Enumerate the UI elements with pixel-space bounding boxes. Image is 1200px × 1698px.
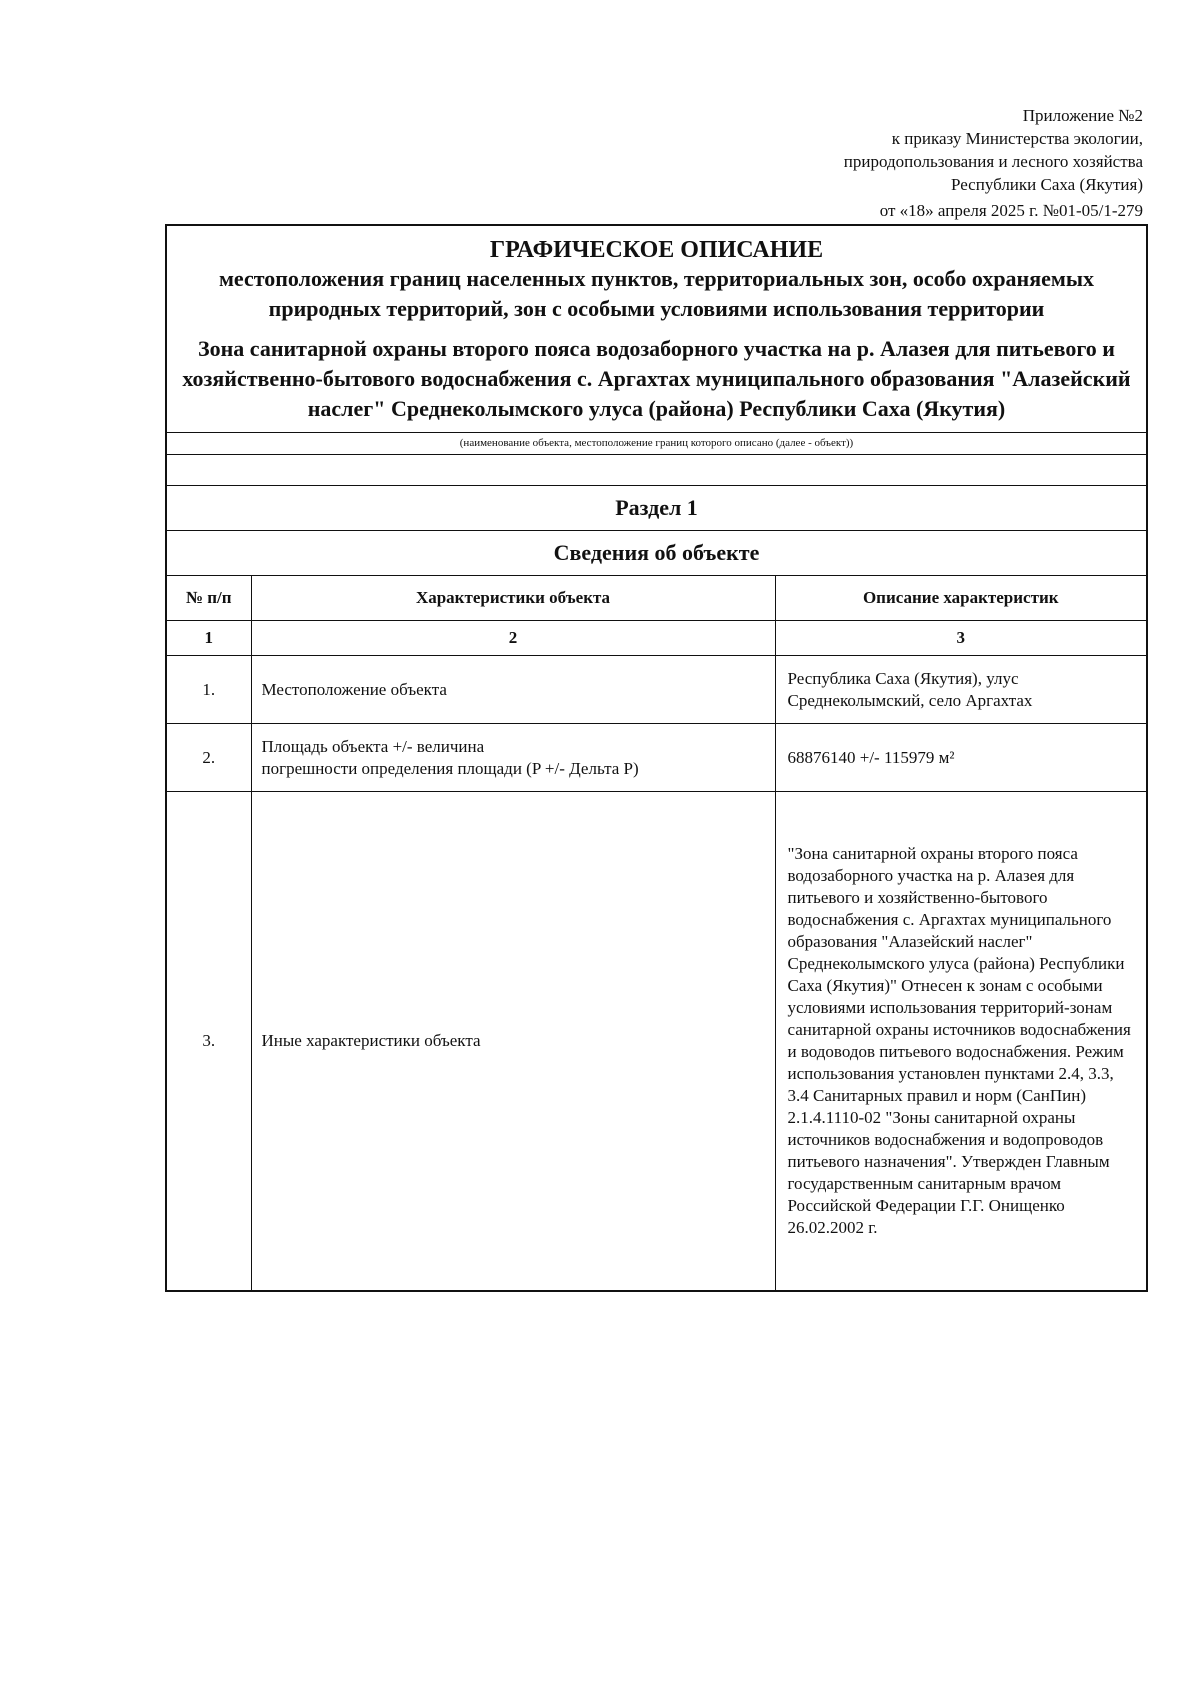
appendix-republic: Республики Саха (Якутия)	[950, 175, 1143, 194]
blank-row	[167, 455, 1146, 486]
table-index-row	[167, 621, 1146, 656]
header-number: № п/п	[167, 576, 251, 621]
index-cell: 2	[251, 621, 775, 656]
index-cell: 3	[775, 621, 1146, 656]
document-title: ГРАФИЧЕСКОЕ ОПИСАНИЕ	[489, 237, 824, 263]
row-number: 1.	[167, 656, 251, 724]
object-name: Зона санитарной охраны второго пояса водозаборного участка на р. Алазея для питьевого и хозяйственно-бытового водоснабжения с. Аргахтах муниципального образования "Алазейский наслег" Среднеколымского улуса (района) Республики Саха (Якутия)	[182, 336, 1131, 421]
appendix-order-ref: к приказу Министерства экологии,	[891, 129, 1143, 148]
row-characteristic: Местоположение объекта	[251, 656, 775, 724]
row-description: Республика Саха (Якутия), улус Среднеколымский, село Аргахтах	[775, 656, 1146, 724]
table-row	[167, 724, 1146, 792]
row-characteristic: Иные характеристики объекта	[251, 792, 775, 1290]
row-characteristic-line: погрешности определения площади (P +/- Дельта P)	[261, 758, 639, 778]
row-description: "Зона санитарной охраны второго пояса водозаборного участка на р. Алазея для питьевого и хозяйственно-бытового водоснабжения с. Аргахтах муниципального образования "Алазейский наслег" Среднеколымского улуса (района) Республики Саха (Якутия)" Отнесен к зонам с особыми условиями использования территорий-зонам санитарной охраны источников водоснабжения и водоводов питьевого водоснабжения. Режим использования установлен пунктами 2.4, 3.3, 3.4 Санитарных правил и норм (СанПин) 2.1.4.1110-02 "Зоны санитарной охраны источников водоснабжения и водопроводов питьевого назначения". Утвержден Главным государственным санитарным врачом Российской Федерации Г.Г. Онищенко 26.02.2002 г.	[775, 792, 1146, 1290]
row-number: 3.	[167, 792, 251, 1290]
row-characteristic-line: Площадь объекта +/- величина	[261, 736, 485, 756]
header-description: Описание характеристик	[775, 576, 1146, 621]
table-header-row	[167, 576, 1146, 621]
object-caption: (наименование объекта, местоположение границ которого описано (далее - объект))	[167, 432, 1146, 455]
section-title: Сведения об объекте	[553, 540, 760, 565]
document-subtitle: местоположения границ населенных пунктов, территориальных зон, особо охраняемых природных территорий, зон с особыми условиями использования территории	[218, 266, 1095, 321]
appendix-ministry: природопользования и лесного хозяйства	[843, 152, 1143, 171]
header-characteristic: Характеристики объекта	[251, 576, 775, 621]
section-heading: Раздел 1	[167, 486, 1146, 531]
object-info-table	[167, 575, 1146, 1290]
appendix-number: Приложение №2	[1022, 106, 1143, 125]
title-block	[167, 226, 1146, 432]
row-number: 2.	[167, 724, 251, 792]
row-description: 68876140 +/- 115979 м²	[775, 724, 1146, 792]
table-row	[167, 792, 1146, 1290]
document-frame	[165, 224, 1148, 1292]
appendix-header	[663, 104, 1143, 222]
appendix-order-date: от «18» апреля 2025 г. №01-05/1-279	[879, 201, 1143, 220]
table-row	[167, 656, 1146, 724]
row-characteristic	[251, 724, 775, 792]
index-cell: 1	[167, 621, 251, 656]
